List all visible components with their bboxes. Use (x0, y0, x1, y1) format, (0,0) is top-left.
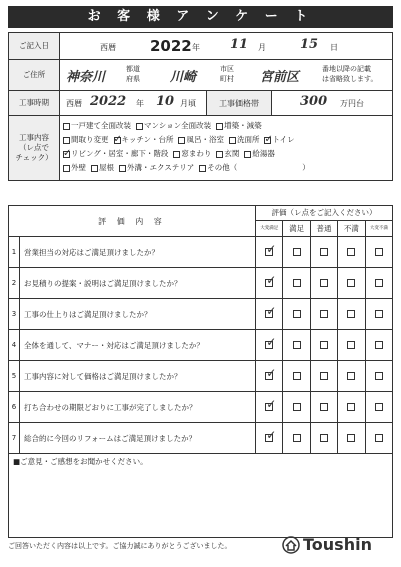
question-text: 工事の仕上りはご満足頂けましたか？ (20, 299, 256, 329)
rating-checkbox[interactable] (320, 372, 328, 380)
question-number: 3 (9, 299, 20, 329)
period-month-unit: 月頃 (180, 99, 196, 108)
check-mark-icon: ✓ (266, 397, 277, 411)
question-text: 全体を通して、マナー・対応はご満足頂けましたか？ (20, 330, 256, 360)
col-normal: 普通 (311, 221, 338, 236)
option-label: その他（ (207, 163, 238, 172)
question-row (9, 299, 392, 330)
rating-checkbox[interactable] (265, 397, 277, 411)
option-label: 玄関 (224, 149, 240, 158)
date-year[interactable]: 2022 (150, 37, 192, 55)
work-content-option[interactable] (244, 147, 275, 161)
rating-checkbox[interactable] (347, 372, 355, 380)
rating-checkbox[interactable] (347, 248, 355, 256)
checkbox[interactable] (119, 165, 126, 172)
period-year-unit: 年 (136, 99, 144, 108)
work-content-option[interactable] (119, 161, 194, 175)
rating-checkbox[interactable] (320, 341, 328, 349)
date-row (9, 33, 392, 60)
work-content-option[interactable] (178, 133, 224, 147)
rating-checkbox[interactable] (347, 403, 355, 411)
question-number: 4 (9, 330, 20, 360)
rating-checkbox[interactable] (375, 372, 383, 380)
option-label: 一戸建て全面改装 (71, 121, 131, 130)
rating-checkbox[interactable] (265, 242, 277, 256)
rating-checkbox[interactable] (375, 403, 383, 411)
rating-checkbox[interactable] (265, 366, 277, 380)
checkbox[interactable] (264, 133, 273, 145)
address-note: 番地以降の記載 は省略致します。 (322, 65, 378, 83)
house-logo-icon (282, 536, 300, 554)
question-text: 打ち合わせの期限どおりに工事が完了しましたか？ (20, 392, 256, 422)
checkbox[interactable] (136, 123, 143, 130)
work-content-line (63, 133, 389, 147)
checkbox[interactable] (216, 123, 223, 130)
work-content-options (60, 116, 392, 180)
price-unit: 万円台 (340, 99, 364, 108)
work-content-option[interactable] (136, 119, 211, 133)
question-number: 6 (9, 392, 20, 422)
work-content-option[interactable] (63, 147, 168, 161)
option-label: 風呂・浴室 (186, 135, 224, 144)
question-row (9, 268, 392, 299)
address-prefecture[interactable]: 神奈川 (66, 70, 106, 85)
option-label: キッチン・台所 (121, 135, 174, 144)
period-month[interactable]: 10 (156, 94, 175, 109)
option-label: 外溝・エクステリア (127, 163, 195, 172)
work-content-option[interactable] (264, 133, 294, 147)
date-month-unit: 月 (258, 43, 266, 52)
rating-checkbox[interactable] (375, 279, 383, 287)
option-label: 洗面所 (236, 135, 260, 144)
check-mark-icon: ✓ (266, 242, 277, 256)
rating-checkbox[interactable] (293, 372, 301, 380)
rating-checkbox[interactable] (347, 279, 355, 287)
option-label: マンション全面改装 (144, 121, 212, 130)
rating-checkbox[interactable] (293, 434, 301, 442)
price-label: 工事価格帯 (206, 91, 272, 115)
address-row (9, 60, 392, 91)
footer-text: ご回答いただく内容は以上です。ご協力誠にありがとうございました。 (8, 542, 232, 550)
checkbox[interactable] (63, 165, 70, 172)
period-row (9, 91, 392, 116)
question-row (9, 330, 392, 361)
period-era: 西暦 (66, 99, 82, 108)
rating-checkbox[interactable] (320, 434, 328, 442)
checkbox[interactable] (244, 151, 251, 158)
question-row (9, 423, 392, 454)
date-label: ご記入日 (9, 33, 60, 59)
checkbox[interactable] (229, 137, 236, 144)
checkbox[interactable] (199, 165, 206, 172)
question-text: 総合的に今回のリフォームはご満足頂けましたか？ (20, 423, 256, 453)
rating-checkbox[interactable] (265, 428, 277, 442)
question-text: 工事内容に対して価格はご満足頂けましたか？ (20, 361, 256, 391)
address-pref-units: 都道 府県 (126, 65, 140, 83)
question-rows (9, 237, 392, 454)
option-label: ） (302, 163, 310, 172)
logo-text: Toushin (303, 535, 372, 554)
col-very-satisfied: 大変満足 (256, 221, 283, 236)
checkbox[interactable] (178, 137, 185, 144)
rating-checkbox[interactable] (347, 341, 355, 349)
work-content-option[interactable] (114, 133, 174, 147)
option-label: 屋根 (99, 163, 114, 172)
rating-checkbox[interactable] (265, 304, 277, 318)
question-row (9, 392, 392, 423)
work-content-option[interactable] (229, 133, 260, 147)
company-logo (282, 535, 372, 554)
option-label: リビング・居室・廊下・階段 (71, 149, 169, 158)
question-number: 5 (9, 361, 20, 391)
period-year[interactable]: 2022 (90, 94, 127, 109)
question-row (9, 237, 392, 268)
customer-info-form (8, 32, 393, 181)
check-mark-icon: ✓ (266, 335, 277, 349)
rating-checkbox[interactable] (347, 310, 355, 318)
col-satisfied: 満足 (283, 221, 310, 236)
option-label: 間取り変更 (71, 135, 109, 144)
period-label: 工事時期 (9, 91, 60, 115)
rating-checkbox[interactable] (375, 310, 383, 318)
option-label: 外壁 (71, 163, 86, 172)
work-content-line (63, 161, 389, 175)
work-content-option[interactable] (216, 119, 262, 133)
question-number: 1 (9, 237, 20, 267)
work-content-option[interactable] (63, 133, 109, 147)
work-content-option[interactable] (91, 161, 114, 175)
date-era: 西暦 (100, 43, 116, 52)
question-number: 7 (9, 423, 20, 453)
rating-checkbox[interactable] (375, 434, 383, 442)
rating-checkbox[interactable] (320, 248, 328, 256)
question-text: お見積りの提案・説明はご満足頂けましたか？ (20, 268, 256, 298)
check-mark-icon: ✓ (264, 133, 273, 145)
rating-checkbox[interactable] (375, 341, 383, 349)
checkbox[interactable] (63, 137, 70, 144)
evaluation-header (9, 206, 392, 237)
rating-checkbox[interactable] (320, 279, 328, 287)
comments-label: ■ご意見・ご感想をお聞かせください。 (13, 457, 148, 466)
check-mark-icon: ✓ (266, 366, 277, 380)
date-month[interactable]: 11 (230, 37, 249, 52)
check-mark-icon: ✓ (266, 428, 277, 442)
price-value[interactable]: 300 (300, 94, 328, 109)
question-row (9, 361, 392, 392)
check-mark-icon: ✓ (113, 133, 122, 145)
rating-checkbox[interactable] (293, 248, 301, 256)
rating-checkbox[interactable] (293, 279, 301, 287)
work-content-option[interactable] (173, 147, 211, 161)
rating-checkbox[interactable] (265, 273, 277, 287)
option-label: 給湯器 (252, 149, 275, 158)
evaluation-header-label: 評 価 内 容 (9, 206, 256, 236)
rating-checkbox[interactable] (293, 341, 301, 349)
work-content-option[interactable] (302, 161, 310, 175)
work-content-label: 工事内容 （レ点で チェック） (9, 116, 60, 180)
address-district[interactable]: 宮前区 (260, 70, 300, 85)
checkbox[interactable] (63, 147, 72, 159)
work-content-option[interactable] (63, 161, 86, 175)
rating-checkbox[interactable] (265, 335, 277, 349)
checkbox[interactable] (91, 165, 98, 172)
address-label: ご住所 (9, 60, 60, 90)
option-label: 窓まわり (181, 149, 212, 158)
rating-checkbox[interactable] (375, 248, 383, 256)
work-content-option[interactable] (63, 119, 131, 133)
rating-checkbox[interactable] (320, 403, 328, 411)
evaluation-table (8, 205, 393, 538)
rating-header: 評価（レ点をご記入ください） (256, 206, 392, 221)
work-content-option[interactable] (216, 147, 239, 161)
checkbox[interactable] (216, 151, 223, 158)
checkbox[interactable] (113, 133, 122, 145)
date-day[interactable]: 15 (300, 37, 319, 52)
check-mark-icon: ✓ (266, 304, 277, 318)
rating-checkbox[interactable] (320, 310, 328, 318)
work-content-line (63, 119, 389, 133)
check-mark-icon: ✓ (63, 147, 72, 159)
col-very-dissatisfied: 大変不満 (369, 226, 388, 231)
survey-title: お 客 様 ア ン ケ ー ト (8, 6, 393, 28)
date-day-unit: 日 (330, 43, 338, 52)
question-text: 営業担当の対応はご満足頂けましたか？ (20, 237, 256, 267)
work-content-line (63, 147, 389, 161)
rating-checkbox[interactable] (347, 434, 355, 442)
option-label: トイレ (272, 135, 295, 144)
checkbox[interactable] (63, 123, 70, 130)
col-dissatisfied: 不満 (338, 221, 365, 236)
question-number: 2 (9, 268, 20, 298)
checkbox[interactable] (173, 151, 180, 158)
date-year-unit: 年 (192, 43, 200, 52)
check-mark-icon: ✓ (266, 273, 277, 287)
work-content-option[interactable] (199, 161, 237, 175)
option-label: 増築・減築 (224, 121, 262, 130)
address-city-units: 市区 町村 (220, 65, 234, 83)
rating-checkbox[interactable] (293, 403, 301, 411)
work-content-row (9, 116, 392, 180)
address-city[interactable]: 川崎 (170, 70, 197, 85)
rating-checkbox[interactable] (293, 310, 301, 318)
